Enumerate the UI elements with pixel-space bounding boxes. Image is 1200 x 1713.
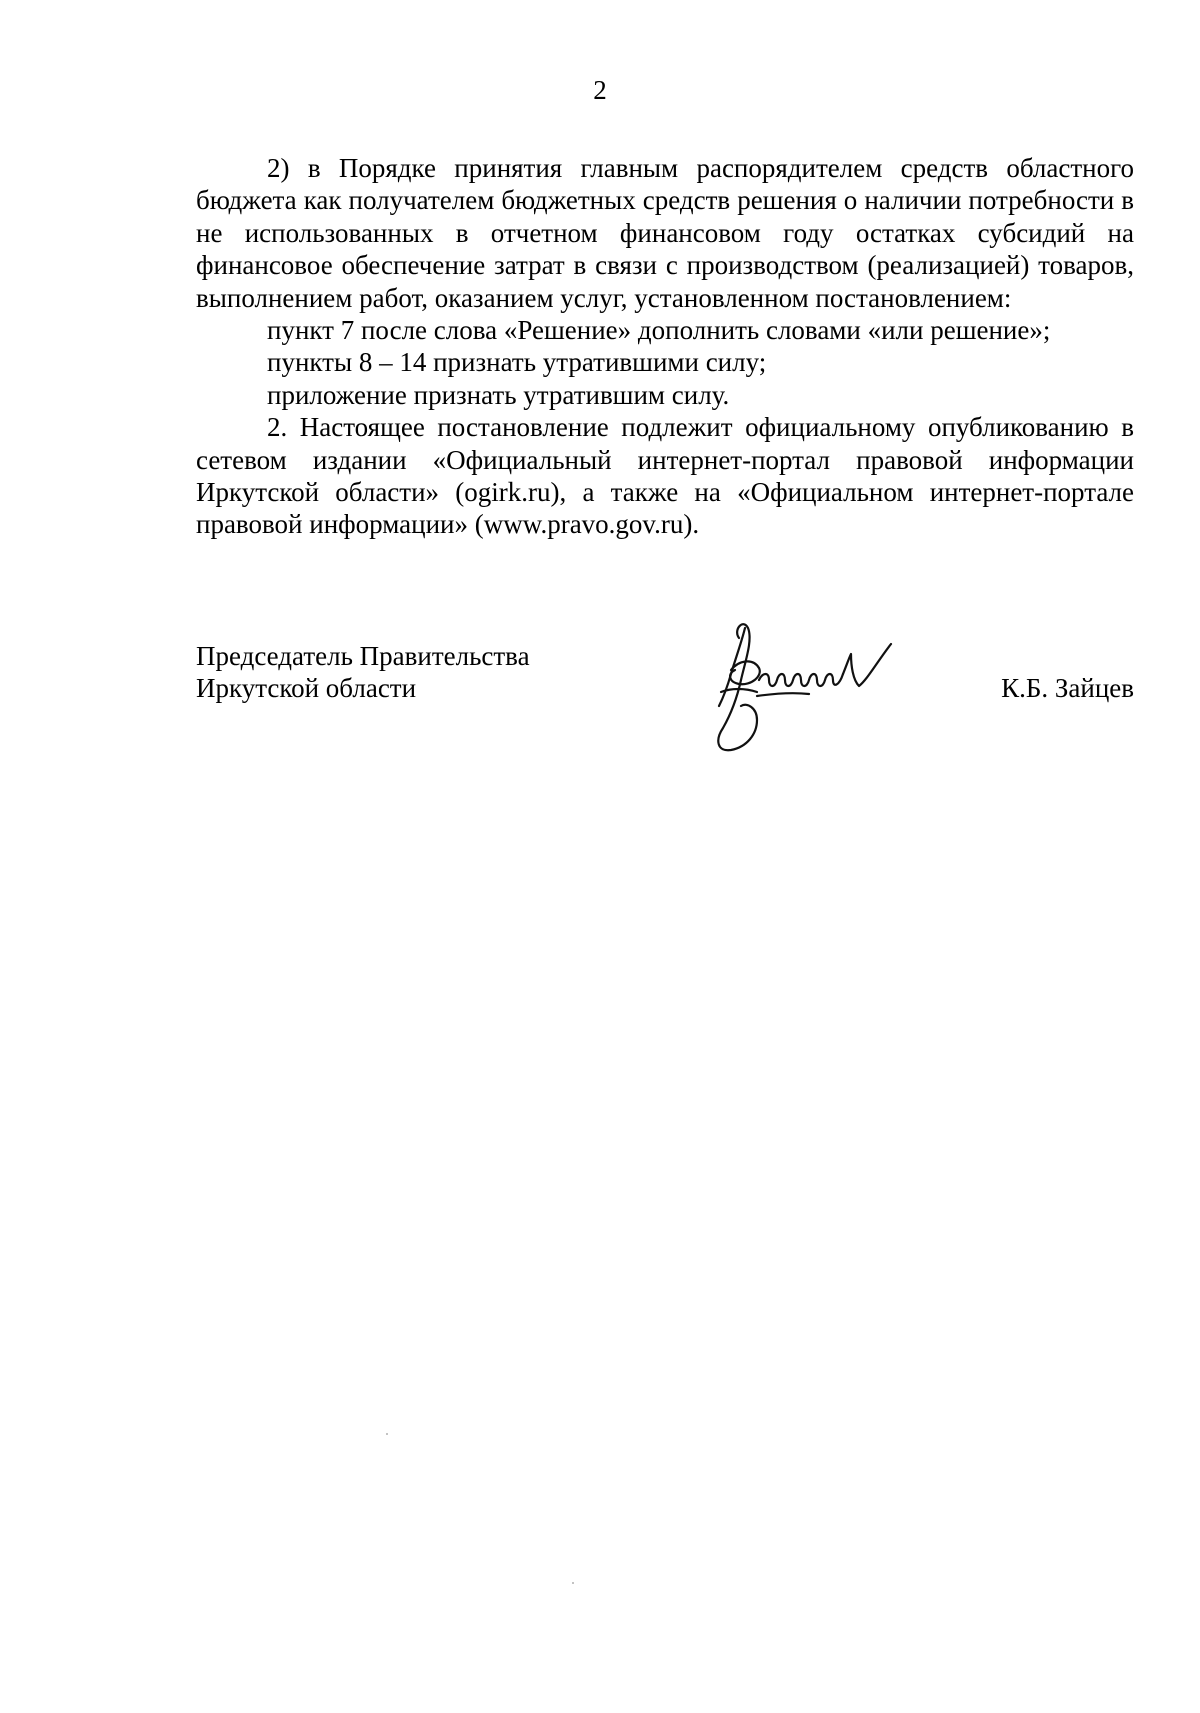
scan-artifact xyxy=(386,1433,388,1435)
signer-title-line1: Председатель Правительства xyxy=(196,641,530,671)
paragraph-items-8-14: пункты 8 – 14 признать утратившими силу; xyxy=(267,347,767,378)
page-number: 2 xyxy=(593,75,607,105)
paragraph-appendix: приложение признать утратившим силу. xyxy=(267,379,730,410)
signer-title-line2: Иркутской области xyxy=(196,673,417,704)
signer-name: К.Б. Зайцев xyxy=(1001,673,1134,703)
paragraph-publication: 2. Настоящее постановление подлежит официальному опубликованию в сетевом издании «Официальный интернет-портал правовой информации Иркутской области» (ogirk.ru), а также на «Официальном интернет-портале правовой информации» (www.pravo.gov.ru). xyxy=(196,412,1134,540)
paragraph-item-7: пункт 7 после слова «Решение» дополнить словами «или решение»; xyxy=(267,315,1051,346)
paragraph-procedure-amendment: 2) в Порядке принятия главным распорядителем средств областного бюджета как получателем бюджетных средств решения о наличии потребности в не использованных в отчетном финансовом году остатках субсидий на финансовое обеспечение затрат в связи с производством (реализацией) товаров, выполнением работ, оказанием услуг, установленном постановлением: xyxy=(196,153,1134,313)
document-body xyxy=(196,152,1134,541)
scan-artifact xyxy=(572,1582,574,1584)
signature-block xyxy=(196,640,1134,760)
handwritten-signature-icon xyxy=(701,610,951,760)
signer-title xyxy=(196,640,530,705)
